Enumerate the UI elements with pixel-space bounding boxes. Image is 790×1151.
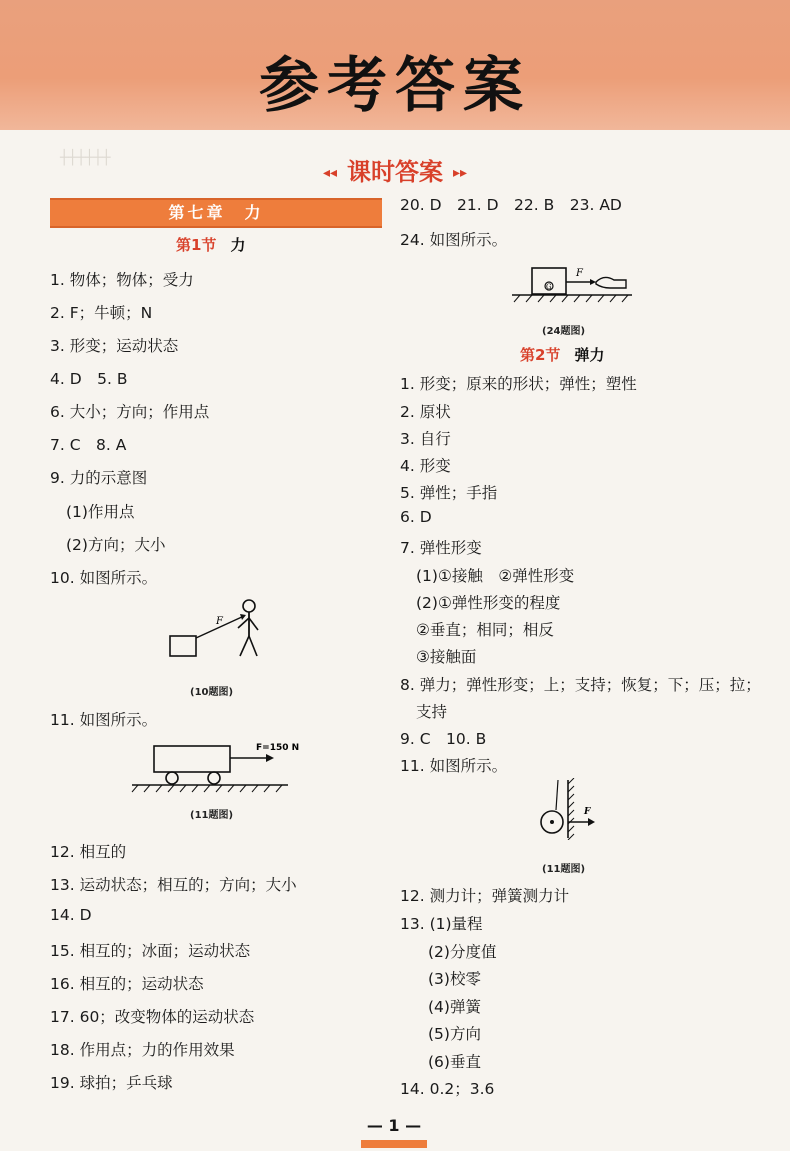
answer-line: 2. 原状 — [400, 403, 451, 421]
answer-line: (3)校零 — [428, 970, 481, 988]
force-label: F=150 N — [256, 743, 300, 753]
answer-line: (2)方向；大小 — [66, 536, 166, 554]
figure-caption: (24题图) — [542, 326, 586, 337]
answer-line: (2)分度值 — [428, 943, 497, 961]
figure-caption: (10题图) — [190, 687, 234, 698]
figure-caption: (11题图) — [190, 810, 234, 821]
figure-11-left — [128, 738, 308, 798]
force-label: F — [576, 268, 583, 279]
answer-line: 12. 相互的 — [50, 843, 127, 861]
page-number: — 1 — — [361, 1116, 427, 1148]
answer-line: 7. C 8. A — [50, 436, 127, 454]
answer-line: 3. 形变；运动状态 — [50, 337, 179, 355]
answer-line: 11. 如图所示。 — [400, 757, 508, 775]
answer-line: 19. 球拍；乒乓球 — [50, 1074, 173, 1092]
left-decoration-icon: ◂◂ — [322, 165, 337, 181]
figure-caption: (11题图) — [542, 864, 586, 875]
answer-line: 17. 60；改变物体的运动状态 — [50, 1008, 255, 1026]
figure-24 — [512, 262, 632, 304]
mark-label: G — [546, 283, 552, 291]
answer-line: 6. D — [400, 508, 432, 526]
answer-line: 13. 运动状态；相互的；方向；大小 — [50, 876, 297, 894]
answer-line: 24. 如图所示。 — [400, 231, 508, 249]
lesson-number: 第1节 — [176, 236, 217, 254]
answer-line: 支持 — [416, 703, 448, 721]
answer-line: 9. C 10. B — [400, 730, 487, 748]
answer-line: ③接触面 — [416, 648, 477, 666]
chapter-heading: 第七章 力 — [50, 198, 382, 228]
lesson-heading-2 — [520, 344, 604, 365]
answer-line: 8. 弹力；弹性形变；上；支持；恢复；下；压；拉； — [400, 676, 761, 694]
answer-line: 4. D 5. B — [50, 370, 128, 388]
force-label: F — [216, 616, 223, 627]
answer-line: (4)弹簧 — [428, 998, 481, 1016]
answer-line: (5)方向 — [428, 1025, 481, 1043]
lesson-name: 力 — [230, 236, 246, 254]
answer-line: 4. 形变 — [400, 457, 451, 475]
answer-line: 13. (1)量程 — [400, 915, 483, 933]
answer-line: 1. 物体；物体；受力 — [50, 271, 194, 289]
answer-line: 1. 形变；原来的形状；弹性；塑性 — [400, 375, 637, 393]
answer-line: 16. 相互的；运动状态 — [50, 975, 204, 993]
answer-line: ②垂直；相同；相反 — [416, 621, 554, 639]
answer-line: 11. 如图所示。 — [50, 711, 158, 729]
answer-line: 14. 0.2；3.6 — [400, 1080, 495, 1098]
answer-line: 10. 如图所示。 — [50, 569, 158, 587]
page-title: 参考答案 — [259, 51, 531, 121]
figure-11-right — [534, 778, 604, 840]
answer-line: 14. D — [50, 906, 92, 924]
section-title-text: 课时答案 — [347, 158, 443, 186]
right-decoration-icon: ▸▸ — [453, 165, 468, 181]
answer-line: (1)①接触 ②弹性形变 — [416, 567, 575, 585]
answer-line: 12. 测力计；弹簧测力计 — [400, 887, 570, 905]
answer-line: 18. 作用点；力的作用效果 — [50, 1041, 235, 1059]
answer-line: 20. D 21. D 22. B 23. AD — [400, 196, 622, 214]
answer-line: 2. F；牛顿；N — [50, 304, 153, 322]
figure-10 — [160, 598, 270, 670]
bleed-through: ┼┼┼┼┼┼ — [60, 150, 111, 166]
force-label: F — [584, 807, 591, 817]
answer-line: 9. 力的示意图 — [50, 469, 148, 487]
answer-line: (6)垂直 — [428, 1053, 481, 1071]
lesson-heading-1 — [176, 234, 245, 255]
answer-line: (2)①弹性形变的程度 — [416, 594, 561, 612]
answer-line: 5. 弹性；手指 — [400, 484, 498, 502]
header-banner — [0, 0, 790, 130]
answer-line: 3. 自行 — [400, 430, 451, 448]
answer-line: 7. 弹性形变 — [400, 539, 482, 557]
section-title — [0, 152, 790, 187]
answer-line: 6. 大小；方向；作用点 — [50, 403, 210, 421]
lesson-name: 弹力 — [574, 346, 605, 364]
lesson-number: 第2节 — [520, 346, 561, 364]
answer-line: 15. 相互的；冰面；运动状态 — [50, 942, 251, 960]
answer-line: (1)作用点 — [66, 503, 135, 521]
